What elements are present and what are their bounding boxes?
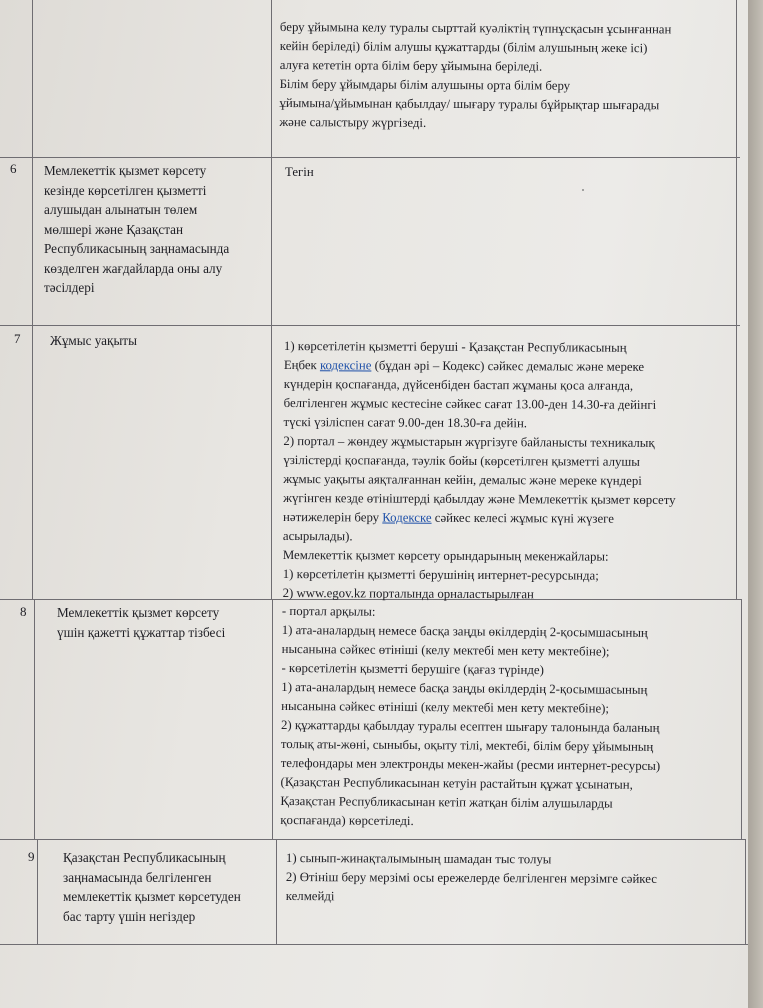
row-description — [283, 337, 677, 605]
text-line: үшін қажетті құжаттар тізбесі — [57, 624, 226, 640]
row-title — [57, 603, 225, 642]
kodekske-link[interactable]: Кодекске — [382, 510, 432, 525]
kodeks-link[interactable]: кодексіне — [319, 358, 372, 373]
row-description — [286, 849, 657, 908]
text-line: мөлшері және Қазақстан — [44, 221, 184, 237]
text-line: (Қазақстан Республикасынан кетуін растайтын құжат ұсынатын, — [280, 774, 633, 792]
text-line: - портал арқылы: — [281, 603, 376, 619]
row-divider — [0, 325, 740, 326]
column-divider — [745, 840, 746, 945]
column-divider — [271, 0, 272, 600]
row-description — [285, 163, 314, 182]
text-line: 2) портал – жөндеу жұмыстарын жүргізуге байланысты техникалық — [283, 433, 655, 450]
text-line: 2) www.egov.kz порталында орналастырылған — [282, 585, 534, 602]
text-line: - көрсетілетін қызметті берушіге (қағаз түрінде) — [281, 660, 544, 678]
text-line: 1) сынып-жинақталымының шамадан тыс толуы — [285, 851, 552, 867]
text-line: асырылады). — [282, 528, 353, 544]
text-line: түскі үзіліспен сағат 9.00-ден 18.30-ға дейін. — [283, 414, 528, 431]
text-line: жүгінген кезде өтініштерді қабылдау және Мемлекеттік қызмет көрсету — [283, 490, 676, 508]
text-line: көзделген жағдайларда оны алу — [44, 260, 223, 276]
page-edge — [748, 0, 763, 1008]
text-line: алуға кететін орта білім беру ұйымына беріледі. — [279, 57, 543, 74]
text-line: мемлекеттік қызмет көрсетуден — [63, 889, 241, 904]
row-number: 8 — [20, 604, 27, 619]
row-description — [280, 602, 661, 833]
text-line: 1) ата-аналардың немесе басқа заңды өкілдердің 2-қосымшасының — [281, 679, 648, 697]
text-line: Республикасының заңнамасында — [44, 241, 230, 256]
row-number: 7 — [14, 331, 21, 346]
text-line: 1) ата-аналардың немесе басқа заңды өкілдердің 2-қосымшасының — [281, 622, 648, 640]
text-line: жұмыс уақыты аяқталғаннан кейін, демалыс және мереке күндері — [283, 471, 642, 488]
row-number: 6 — [10, 161, 17, 176]
text-line: алушыдан алынатын төлем — [44, 202, 198, 217]
text-line: қоспағанда) көрсетіледі. — [280, 812, 414, 829]
text-line: беру ұйымына келу туралы сырттай куәліктің түпнұсқасын ұсынғаннан — [279, 19, 672, 37]
text-line — [284, 356, 677, 377]
text-line: Тегін — [285, 165, 314, 179]
text-line: Жұмыс уақыты — [50, 333, 137, 348]
text-line — [283, 508, 676, 529]
text-line: ұйымына/ұйымынан қабылдау/ шығару туралы бұйрықтар шығарады — [279, 95, 660, 113]
text-line: Қазақстан Республикасынан кетіп жатқан білім алушыларды — [280, 793, 613, 811]
text-line: 1) көрсетілетін қызметті беруші - Қазақстан Республикасының — [283, 338, 627, 355]
text-line: Қазақстан Республикасының — [63, 850, 226, 865]
column-divider — [37, 840, 38, 945]
text-line: Мемлекеттік қызмет көрсету орындарының мекенжайлары: — [282, 547, 609, 564]
row-divider — [0, 944, 748, 945]
text-line: Мемлекеттік қызмет көрсету — [57, 605, 220, 620]
text-fragment: (бұдан әрі – Кодекс) сәйкес демалыс және мереке — [371, 358, 645, 374]
speck-mark — [582, 189, 584, 191]
text-fragment: нәтижелерін беру — [283, 509, 383, 525]
column-divider — [736, 0, 737, 600]
text-line: тәсілдері — [44, 280, 95, 295]
text-fragment: сәйкес келесі жұмыс күні жүзеге — [431, 510, 614, 526]
column-divider — [276, 840, 277, 945]
row-title — [44, 161, 229, 298]
row-number: 9 — [28, 849, 35, 864]
text-line: күндерін қоспағанда, дүйсенбіден бастап жұманы қоса алғанда, — [283, 376, 634, 393]
text-line: 1) көрсетілетін қызметті берушінің интернет-ресурсында; — [282, 566, 599, 583]
text-line: нысанына сәйкес өтініші (келу мектебі мен кету мектебіне); — [281, 641, 610, 659]
text-line: толық аты-жөні, сыныбы, оқыту тілі, мектебі, білім беру ұйымының — [280, 736, 654, 754]
text-line: заңнамасында белгіленген — [63, 869, 212, 885]
column-divider — [34, 600, 35, 840]
row-title — [50, 331, 137, 351]
text-line: Білім беру ұйымдары білім алушыны орта білім беру — [279, 76, 571, 93]
text-line: телефондары мен электронды мекен-жайы (ресми интернет-ресурсы) — [280, 755, 661, 773]
text-line: 2) Өтініш беру мерзімі осы ережелерде белгіленген мерзімге сәйкес — [285, 869, 657, 886]
text-line: және салыстыру жүргізеді. — [279, 114, 427, 130]
text-line: бас тарту үшін негіздер — [63, 908, 196, 924]
text-line: Мемлекеттік қызмет көрсету — [44, 163, 207, 178]
row-divider — [0, 839, 746, 840]
text-line: нысанына сәйкес өтініші (келу мектебі мен кету мектебіне); — [281, 698, 610, 716]
text-line: белгіленген жұмыс кестесіне сәйкес сағат 13.00-ден 14.30-ға дейінгі — [283, 395, 657, 412]
text-fragment: Еңбек — [283, 357, 320, 373]
column-divider — [32, 0, 33, 600]
column-divider — [741, 600, 742, 840]
row-continuation-description — [279, 18, 671, 134]
row-divider — [0, 157, 740, 158]
text-line: кейін беріледі) білім алушы құжаттарды (білім алушының жеке ісі) — [279, 38, 648, 56]
row-title — [63, 848, 241, 926]
text-line: келмейді — [285, 888, 335, 904]
text-line: үзілістерді қоспағанда, тәулік бойы (көрсетілген қызметті алушы — [283, 452, 640, 469]
column-divider — [272, 600, 273, 840]
text-line: 2) құжаттарды қабылдау туралы есептен шығару талонында баланың — [280, 717, 660, 735]
text-line: кезінде көрсетілген қызметті — [44, 182, 207, 198]
